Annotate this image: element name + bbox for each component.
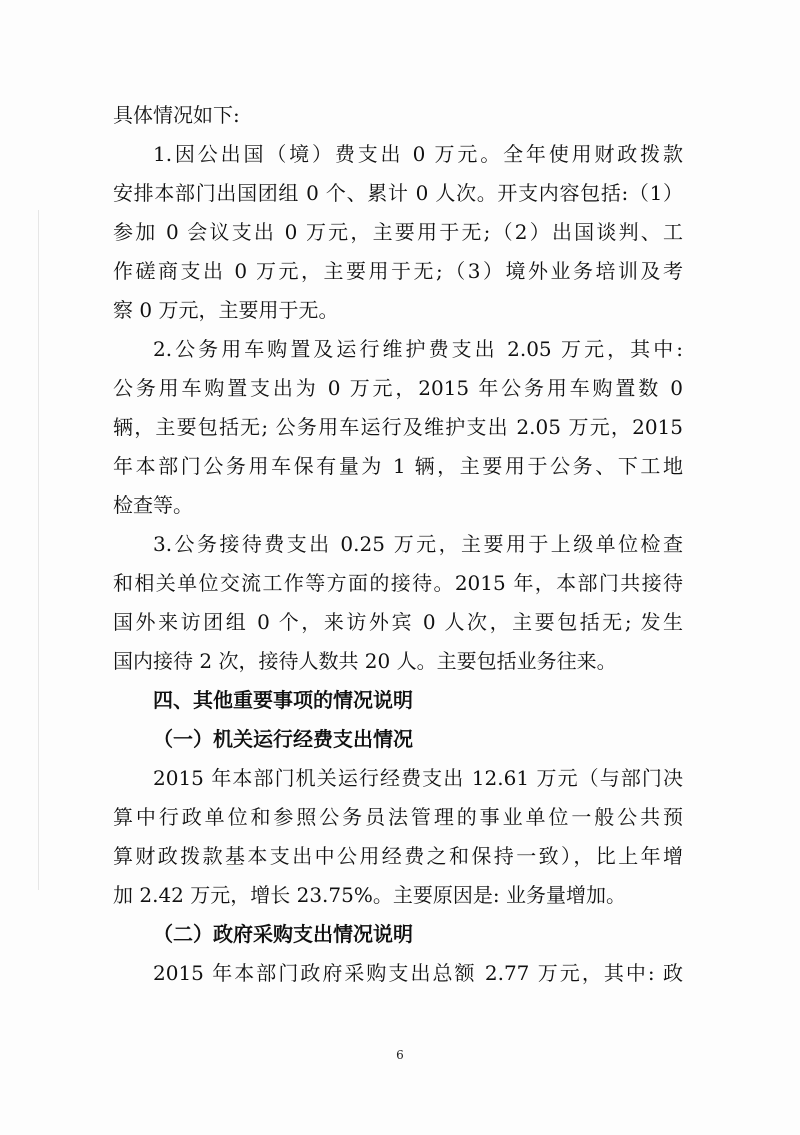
- subsection-heading-2: （二）政府采购支出情况说明: [153, 922, 413, 946]
- text-line: 和相关单位交流工作等方面的接待。2015 年，本部门共接待: [113, 571, 683, 595]
- text-line: 国内接待 2 次，接待人数共 20 人。主要包括业务往来。: [113, 649, 617, 673]
- text-line: 察 0 万元，主要用于无。: [113, 298, 339, 322]
- text-line: 安排本部门出国团组 0 个、累计 0 人次。开支内容包括:（1）: [113, 181, 683, 205]
- text-line: 公务用车购置支出为 0 万元，2015 年公务用车购置数 0: [113, 376, 683, 400]
- text-line-intro: 具体情况如下:: [113, 103, 240, 127]
- text-line: 国外来访团组 0 个，来访外宾 0 人次，主要包括无; 发生: [113, 610, 683, 634]
- page-number: 6: [396, 1048, 404, 1062]
- text-line: 参加 0 会议支出 0 万元，主要用于无;（2）出国谈判、工: [113, 220, 683, 244]
- text-line: 算中行政单位和参照公务员法管理的事业单位一般公共预: [113, 805, 683, 829]
- text-line: 年本部门公务用车保有量为 1 辆，主要用于公务、下工地: [113, 454, 683, 478]
- text-line-item1-start: 1.因公出国（境）费支出 0 万元。全年使用财政拨款: [153, 142, 683, 166]
- text-line: 算财政拨款基本支出中公用经费之和保持一致），比上年增: [113, 844, 683, 868]
- body-text: [113, 96, 683, 993]
- text-line-operating-costs: 2015 年本部门机关运行经费支出 12.61 万元（与部门决: [153, 766, 683, 790]
- text-line-item3-start: 3.公务接待费支出 0.25 万元，主要用于上级单位检查: [153, 532, 683, 556]
- text-line-procurement: 2015 年本部门政府采购支出总额 2.77 万元，其中: 政: [153, 961, 683, 985]
- text-line: 加 2.42 万元，增长 23.75%。主要原因是: 业务量增加。: [113, 883, 626, 907]
- subsection-heading-1: （一）机关运行经费支出情况: [153, 727, 413, 751]
- section-heading-4: 四、其他重要事项的情况说明: [153, 688, 413, 712]
- scan-edge-mark: [38, 210, 39, 890]
- text-line: 检查等。: [113, 493, 193, 517]
- text-line: 作磋商支出 0 万元，主要用于无;（3）境外业务培训及考: [113, 259, 683, 283]
- text-line: 辆，主要包括无; 公务用车运行及维护支出 2.05 万元，2015: [113, 415, 683, 439]
- text-line-item2-start: 2.公务用车购置及运行维护费支出 2.05 万元，其中:: [153, 337, 683, 361]
